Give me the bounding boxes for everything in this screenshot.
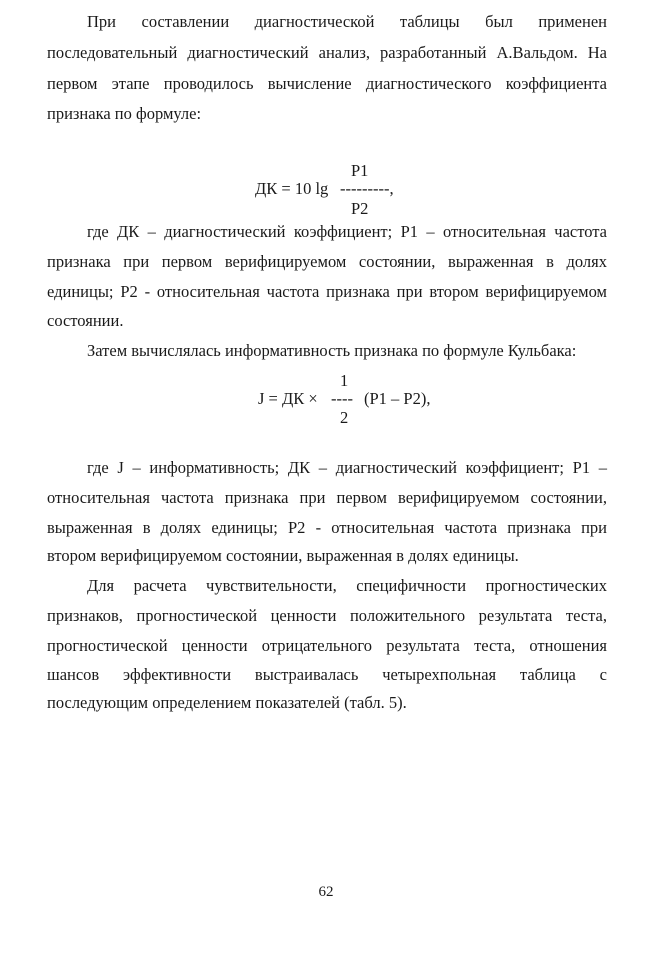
paragraph-4-line-2: относительная частота признака при первом верифицируемом состоянии, [47,488,607,507]
paragraph-1-line-1: При составлении диагностической таблицы был применен [87,12,607,31]
paragraph-1-line-4: признака по формуле: [47,104,202,123]
paragraph-4-line-1: где J – информативность; ДК – диагностический коэффициент; Р1 – [87,458,607,477]
formula-1-denominator: P2 [351,199,369,218]
paragraph-1-line-2: последовательный диагностический анализ, разработанный А.Вальдом. На [47,43,607,62]
paragraph-5-line-4: шансов эффективности выстраивалась четырехпольная таблица с [47,665,607,684]
paragraph-4-line-4: втором верифицируемом состоянии, выраженная в долях единицы. [47,546,519,565]
paragraph-4-line-3: выраженная в долях единицы; Р2 - относительная частота признака при [47,518,607,537]
formula-2-denominator: 2 [340,408,349,427]
formula-1-bar: ---------, [340,179,394,198]
formula-2-left: J = ДК × [258,389,318,408]
paragraph-1-line-3: первом этапе проводилось вычисление диагностического коэффициента [47,74,607,93]
paragraph-5-line-3: прогностической ценности отрицательного результата теста, отношения [47,636,607,655]
formula-2-numerator: 1 [340,371,349,390]
paragraph-2-line-2: признака при первом верифицируемом состоянии, выраженная в долях [47,252,607,271]
formula-2-rest: (P1 – P2), [364,389,431,408]
paragraph-2-line-3: единицы; Р2 - относительная частота признака при втором верифицируемом [47,282,607,301]
page-number: 62 [318,884,334,900]
paragraph-5-line-2: признаков, прогностической ценности положительного результата теста, [47,606,607,625]
paragraph-5-line-1: Для расчета чувствительности, специфичности прогностических [87,576,607,595]
paragraph-5-line-5: последующим определением показателей (табл. 5). [47,693,407,712]
paragraph-2-line-4: состоянии. [47,311,124,330]
paragraph-2-line-1: где ДК – диагностический коэффициент; Р1 – относительная частота [87,222,607,241]
formula-2-bar: ---- [331,389,353,408]
formula-1-left: ДК = 10 lg [255,179,329,198]
paragraph-3-line-1: Затем вычислялась информативность признака по формуле Кульбака: [87,341,577,360]
formula-1-numerator: P1 [351,161,369,180]
